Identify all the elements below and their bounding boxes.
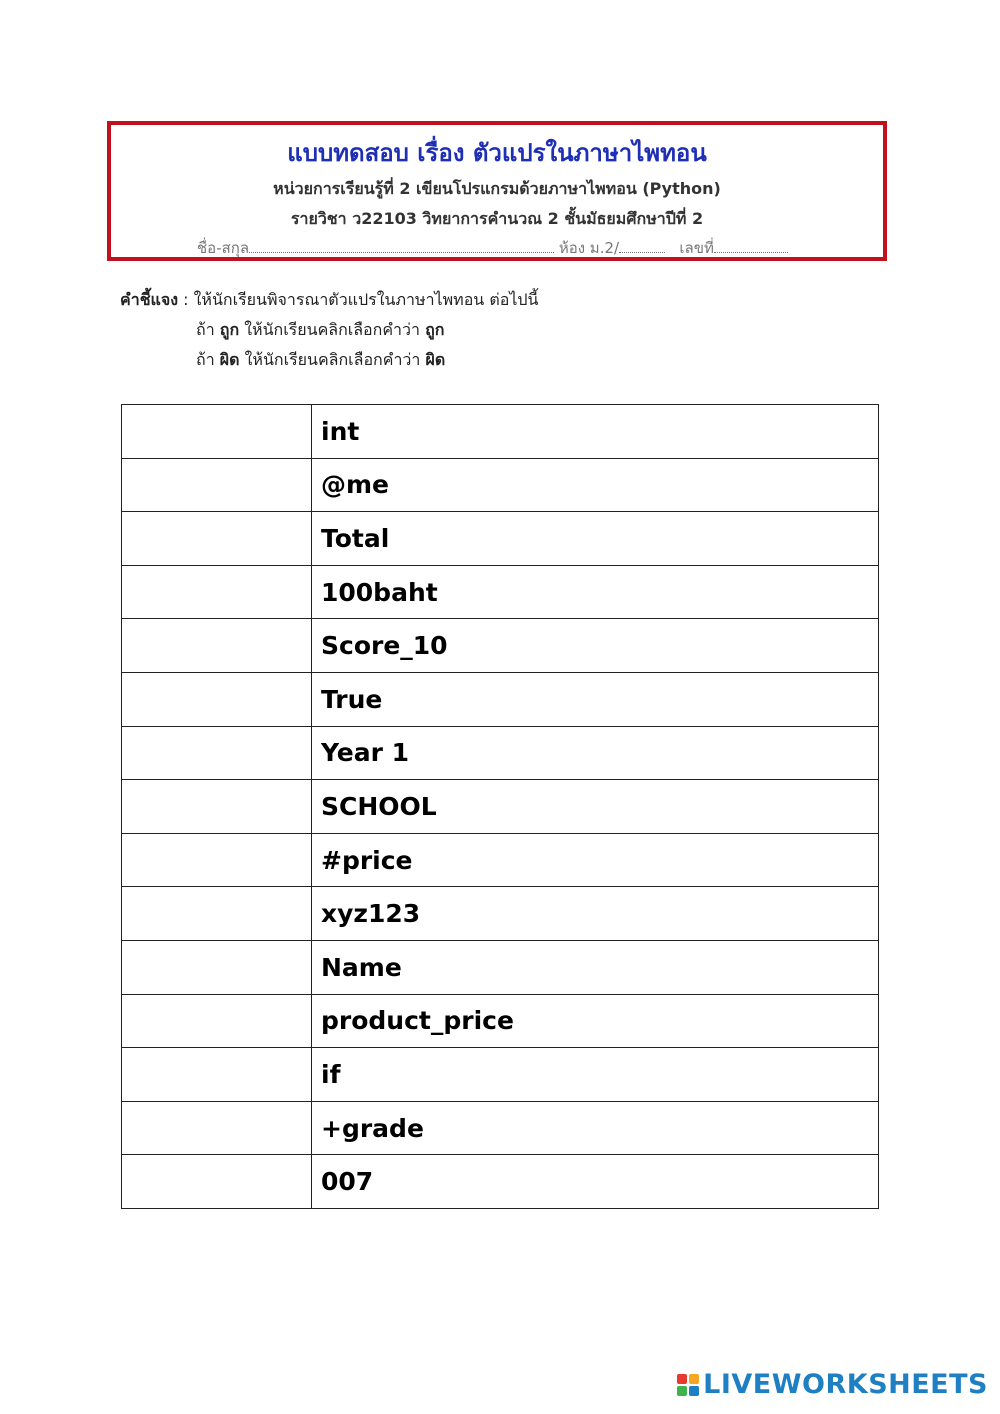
logo-icon xyxy=(677,1374,699,1396)
answer-cell[interactable] xyxy=(122,512,312,566)
variable-name-cell: Name xyxy=(312,940,879,994)
line3-prefix: ถ้า xyxy=(196,350,220,369)
answer-cell[interactable] xyxy=(122,780,312,834)
variable-name-cell: xyz123 xyxy=(312,887,879,941)
table-row xyxy=(122,994,879,1048)
table-row xyxy=(122,1101,879,1155)
variable-name-cell: 007 xyxy=(312,1155,879,1209)
variable-name-cell: Total xyxy=(312,512,879,566)
answer-cell[interactable] xyxy=(122,940,312,994)
table-row xyxy=(122,1048,879,1102)
table-row xyxy=(122,940,879,994)
number-label: เลขที่ xyxy=(679,239,714,257)
variables-table xyxy=(121,404,879,1209)
table-row xyxy=(122,619,879,673)
table-row xyxy=(122,672,879,726)
room-label: ห้อง ม.2/ xyxy=(558,239,620,257)
variable-name-cell: if xyxy=(312,1048,879,1102)
table-row xyxy=(122,565,879,619)
line3-answer: ผิด xyxy=(425,350,446,369)
answer-cell[interactable] xyxy=(122,726,312,780)
answer-cell[interactable] xyxy=(122,458,312,512)
variable-name-cell: Score_10 xyxy=(312,619,879,673)
answer-cell[interactable] xyxy=(122,672,312,726)
answer-cell[interactable] xyxy=(122,1101,312,1155)
room-blank xyxy=(619,238,665,253)
table-row xyxy=(122,780,879,834)
line2-answer: ถูก xyxy=(425,320,445,339)
table-row xyxy=(122,458,879,512)
table-row xyxy=(122,1155,879,1209)
instructions xyxy=(120,285,538,375)
variable-name-cell: product_price xyxy=(312,994,879,1048)
variable-name-cell: #price xyxy=(312,833,879,887)
student-info-line xyxy=(197,237,803,259)
number-blank xyxy=(714,238,788,253)
header-box xyxy=(107,121,887,261)
answer-cell[interactable] xyxy=(122,565,312,619)
answer-cell[interactable] xyxy=(122,1155,312,1209)
line2-keyword: ถูก xyxy=(219,320,240,339)
unit-line: หน่วยการเรียนรู้ที่ 2 เขียนโปรแกรมด้วยภาษาไพทอน (Python) xyxy=(273,179,721,198)
line2-middle: ให้นักเรียนคลิกเลือกคำว่า xyxy=(239,320,426,339)
table-row xyxy=(122,512,879,566)
name-label: ชื่อ-สกุล xyxy=(197,239,250,257)
worksheet-title: แบบทดสอบ เรื่อง ตัวแปรในภาษาไพทอน xyxy=(287,139,707,167)
line3-keyword: ผิด xyxy=(219,350,240,369)
brand-text: LIVEWORKSHEETS xyxy=(703,1369,988,1400)
answer-cell[interactable] xyxy=(122,619,312,673)
name-blank xyxy=(249,238,554,253)
answer-cell[interactable] xyxy=(122,1048,312,1102)
variable-name-cell: SCHOOL xyxy=(312,780,879,834)
line3-middle: ให้นักเรียนคลิกเลือกคำว่า xyxy=(239,350,426,369)
answer-cell[interactable] xyxy=(122,405,312,459)
table-row xyxy=(122,405,879,459)
variable-name-cell: Year 1 xyxy=(312,726,879,780)
liveworksheets-logo xyxy=(677,1369,988,1400)
variable-name-cell: @me xyxy=(312,458,879,512)
instructions-text: : ให้นักเรียนพิจารณาตัวแปรในภาษาไพทอน ต่อไปนี้ xyxy=(178,290,539,309)
answer-cell[interactable] xyxy=(122,833,312,887)
line2-prefix: ถ้า xyxy=(196,320,220,339)
variable-name-cell: True xyxy=(312,672,879,726)
variable-name-cell: +grade xyxy=(312,1101,879,1155)
instructions-line-2 xyxy=(120,315,538,345)
table-row xyxy=(122,726,879,780)
variable-name-cell: int xyxy=(312,405,879,459)
instructions-heading: คำชี้แจง xyxy=(120,290,179,309)
instructions-line-3 xyxy=(120,345,538,375)
course-line: รายวิชา ว22103 วิทยาการคำนวณ 2 ชั้นมัธยมศึกษาปีที่ 2 xyxy=(290,209,704,228)
answer-cell[interactable] xyxy=(122,994,312,1048)
table-row xyxy=(122,833,879,887)
answer-cell[interactable] xyxy=(122,887,312,941)
table-row xyxy=(122,887,879,941)
instructions-line-1 xyxy=(120,285,538,315)
variable-name-cell: 100baht xyxy=(312,565,879,619)
